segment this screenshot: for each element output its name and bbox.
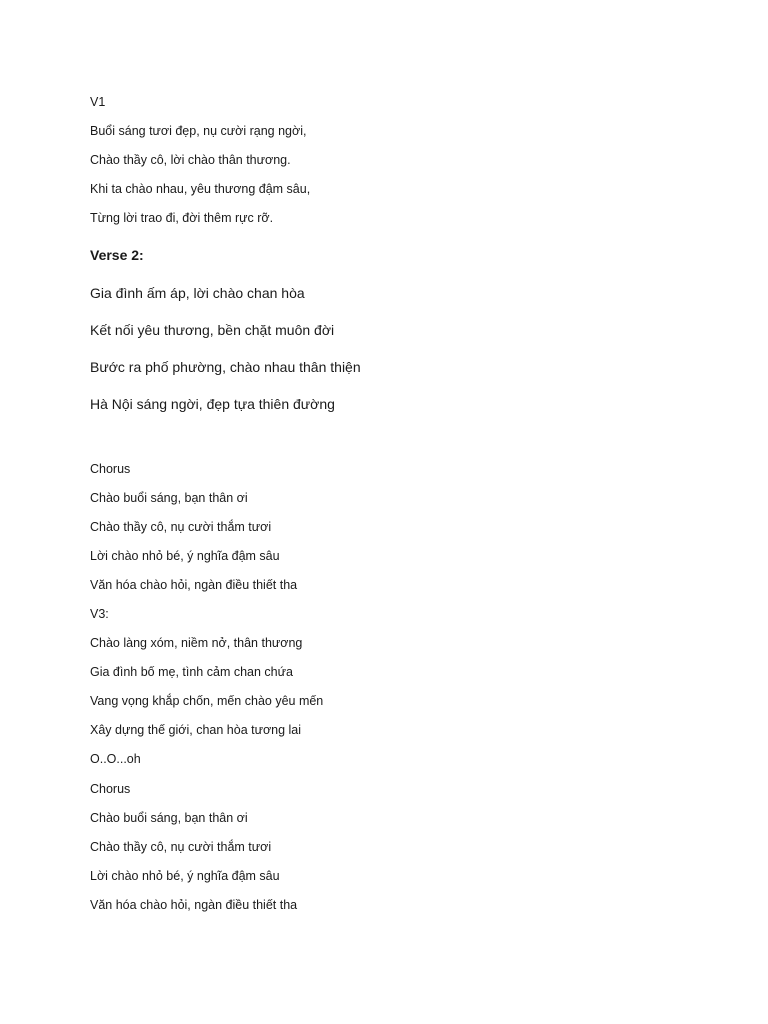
verse-3-label: V3: [90, 607, 109, 621]
verse-1-label: V1 [90, 95, 106, 109]
chorus-1-line-3: Lời chào nhỏ bé, ý nghĩa đậm sâu [90, 549, 280, 563]
verse-3-line-5: O..O...oh [90, 752, 141, 766]
chorus-1-line-4: Văn hóa chào hỏi, ngàn điều thiết tha [90, 578, 298, 592]
chorus-1-line-2: Chào thầy cô, nụ cười thắm tươi [90, 520, 272, 534]
verse-3-line-1: Chào làng xóm, niềm nở, thân thương [90, 636, 303, 650]
chorus-2-line-4: Văn hóa chào hỏi, ngàn điều thiết tha [90, 898, 298, 912]
chorus-1-line-1: Chào buổi sáng, bạn thân ơi [90, 491, 248, 505]
chorus-2-line-1: Chào buổi sáng, bạn thân ơi [90, 811, 248, 825]
verse-1-line-2: Chào thầy cô, lời chào thân thương. [90, 153, 291, 167]
chorus-2-line-3: Lời chào nhỏ bé, ý nghĩa đậm sâu [90, 869, 280, 883]
verse-2-line-1: Gia đình ấm áp, lời chào chan hòa [90, 285, 305, 301]
verse-2-line-4: Hà Nội sáng ngời, đẹp tựa thiên đường [90, 396, 335, 412]
verse-3-line-4: Xây dựng thế giới, chan hòa tương lai [90, 723, 302, 737]
chorus-2-line-2: Chào thầy cô, nụ cười thắm tươi [90, 840, 272, 854]
verse-2-heading: Verse 2: [90, 247, 144, 263]
verse-3-line-2: Gia đình bố mẹ, tình cảm chan chứa [90, 665, 293, 679]
verse-3-line-3: Vang vọng khắp chốn, mến chào yêu mến [90, 694, 324, 708]
verse-1-line-1: Buổi sáng tươi đẹp, nụ cười rạng ngời, [90, 124, 307, 138]
verse-2-line-3: Bước ra phố phường, chào nhau thân thiện [90, 359, 361, 375]
verse-1-line-3: Khi ta chào nhau, yêu thương đậm sâu, [90, 182, 311, 196]
verse-1-line-4: Từng lời trao đi, đời thêm rực rỡ. [90, 211, 274, 225]
verse-2-line-2: Kết nối yêu thương, bền chặt muôn đời [90, 322, 335, 338]
chorus-1-label: Chorus [90, 462, 131, 476]
chorus-2-label: Chorus [90, 782, 131, 796]
